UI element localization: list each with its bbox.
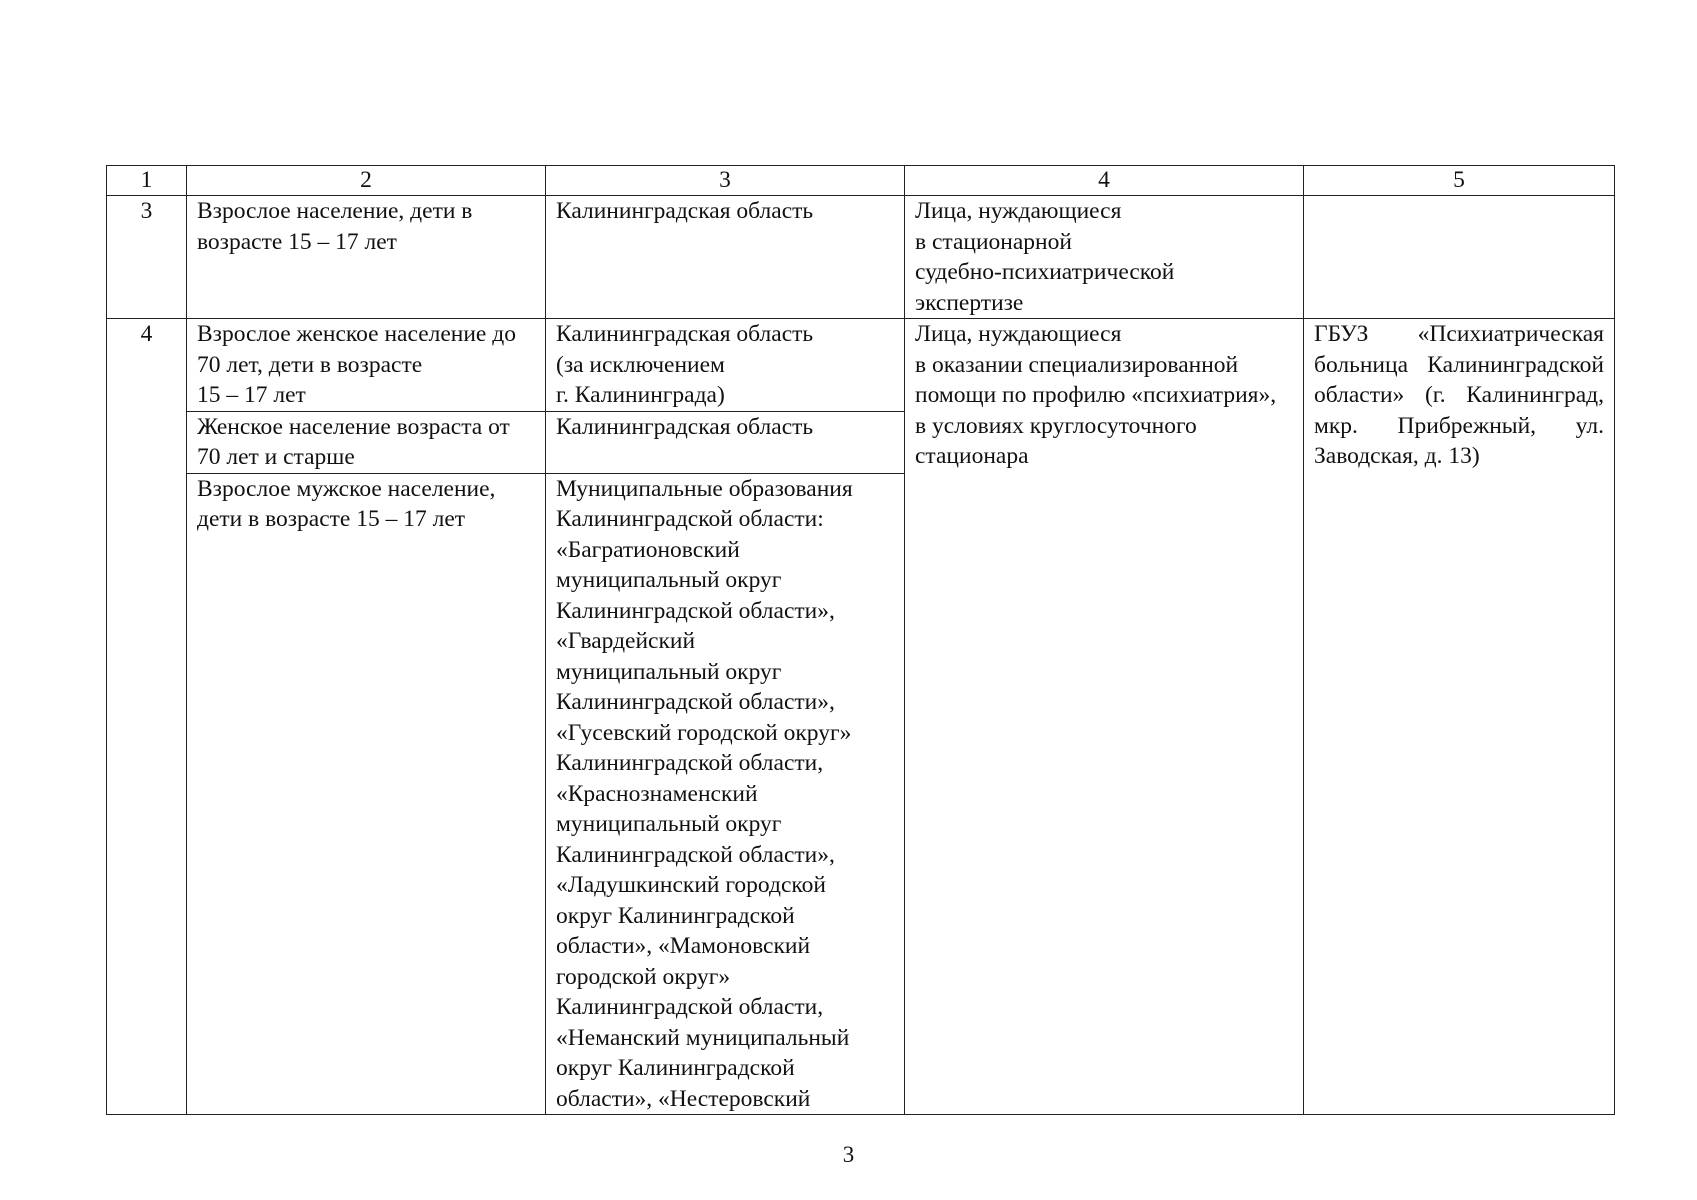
header-col-2: 2 bbox=[187, 166, 546, 196]
territory-text: Муниципальные образования Калининградской области: «Багратионовский муниципальный округ Калининградской области», «Гвардейский муниципальный округ Калининградской области», «Гусевский городской округ» Калининградской области, «Краснознаменский муниципальный округ Калининградской области», «Ладушкинский городской округ Калининградской области», «Мамоновский городской округ» Калининградской области, «Неманский муниципальный округ Калининградской области», «Нестеровский bbox=[556, 475, 853, 1112]
persons-text: Лица, нуждающиеся в оказании специализированной помощи по профилю «психиатрия», в условиях круглосуточного стационара bbox=[915, 321, 1277, 469]
population-cell bbox=[187, 196, 546, 319]
table-header-row bbox=[107, 166, 1615, 196]
header-col-4: 4 bbox=[905, 166, 1304, 196]
header-col-1: 1 bbox=[107, 166, 187, 196]
population-text: Взрослое мужское население, дети в возрасте 15 – 17 лет bbox=[197, 475, 496, 532]
header-col-5: 5 bbox=[1304, 166, 1615, 196]
header-col-3: 3 bbox=[546, 166, 905, 196]
persons-cell bbox=[905, 319, 1304, 1115]
institution-text: ГБУЗ «Психиатрическая больница Калининградской области» (г. Калининград, мкр. Прибрежный, ул. Заводская, д. 13) bbox=[1314, 321, 1604, 469]
persons-text: Лица, нуждающиеся в стационарной судебно-психиатрической экспертизе bbox=[915, 198, 1175, 316]
table-row bbox=[107, 319, 1615, 412]
population-cell bbox=[187, 411, 546, 473]
institution-cell bbox=[1304, 319, 1615, 1115]
population-text: Женское население возраста от 70 лет и старше bbox=[197, 413, 510, 470]
persons-cell bbox=[905, 196, 1304, 319]
population-cell bbox=[187, 473, 546, 1115]
territory-cell bbox=[546, 411, 905, 473]
row-number: 4 bbox=[107, 319, 187, 1115]
row-number: 3 bbox=[107, 196, 187, 319]
table-row bbox=[107, 196, 1615, 319]
page-number: 3 bbox=[842, 1142, 855, 1167]
territory-cell bbox=[546, 319, 905, 412]
institution-cell bbox=[1304, 196, 1615, 319]
territory-cell bbox=[546, 473, 905, 1115]
document-table bbox=[106, 165, 1615, 1115]
population-text: Взрослое население, дети в возрасте 15 – 17 лет bbox=[197, 198, 473, 255]
territory-text: Калининградская область bbox=[556, 198, 814, 224]
territory-text: Калининградская область bbox=[556, 413, 814, 440]
territory-text: Калининградская область (за исключением г. Калининграда) bbox=[556, 321, 814, 408]
population-cell bbox=[187, 319, 546, 412]
territory-cell bbox=[546, 196, 905, 319]
population-text: Взрослое женское население до 70 лет, дети в возрасте 15 – 17 лет bbox=[197, 321, 516, 408]
